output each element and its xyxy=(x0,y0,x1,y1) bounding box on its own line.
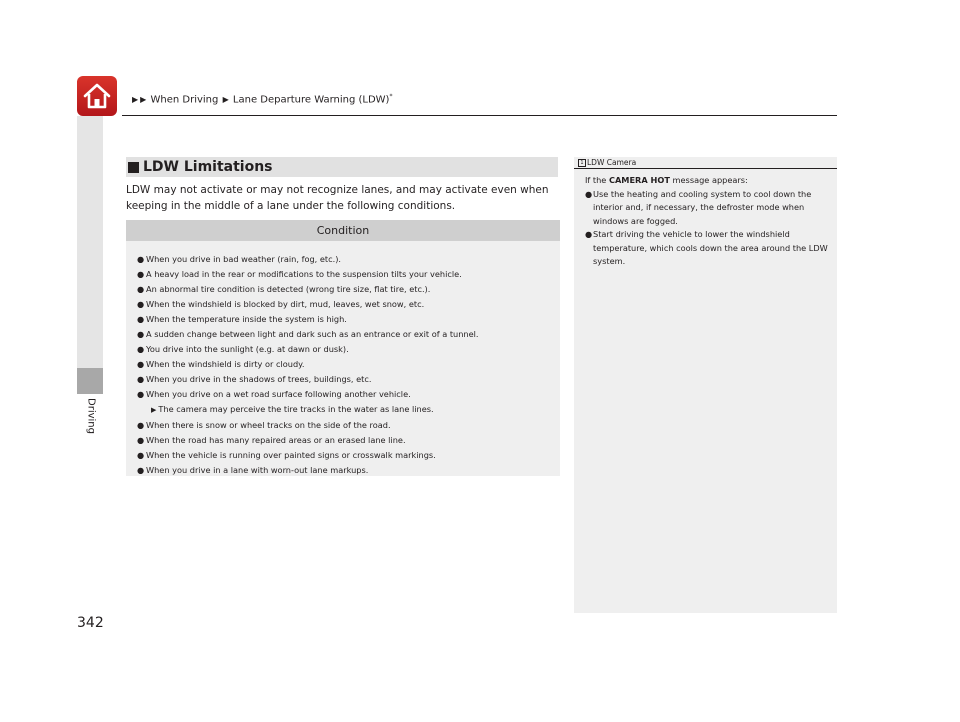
list-item: ● When there is snow or wheel tracks on the side of the road. xyxy=(137,418,560,433)
list-item: ● When the windshield is dirty or cloudy. xyxy=(137,357,560,372)
list-item: ● When the road has many repaired areas or an erased lane line. xyxy=(137,433,560,448)
list-item: ● When you drive on a wet road surface following another vehicle. xyxy=(137,387,560,402)
side-note-divider xyxy=(574,168,837,169)
condition-list xyxy=(126,241,560,478)
list-item: ● An abnormal tire condition is detected (wrong tire size, flat tire, etc.). xyxy=(137,282,560,297)
list-item: ● You drive into the sunlight (e.g. at dawn or dusk). xyxy=(137,342,560,357)
bullet-icon: ● xyxy=(137,329,145,339)
optional-marker: * xyxy=(389,93,393,100)
arrow-right-icon: ▶ xyxy=(132,95,139,105)
arrow-right-icon: ▶ xyxy=(222,95,229,105)
list-item: ● When you drive in bad weather (rain, fog, etc.). xyxy=(137,252,560,267)
arrow-right-icon: ▶ xyxy=(140,95,147,105)
bullet-icon: ● xyxy=(137,435,145,445)
bullet-icon: ● xyxy=(137,389,145,399)
bullet-icon: ● xyxy=(137,450,145,460)
bullet-icon: ● xyxy=(137,269,145,279)
list-item: ● When you drive in a lane with worn-out lane markups. xyxy=(137,463,560,478)
arrow-right-icon: ▶ xyxy=(151,406,157,414)
list-sub-note: ▶ The camera may perceive the tire tracks in the water as lane lines. xyxy=(151,404,434,414)
home-button[interactable] xyxy=(77,76,117,116)
side-note-title: 1 LDW Camera xyxy=(578,158,636,167)
square-bullet-icon xyxy=(128,162,139,173)
side-note-panel xyxy=(574,157,837,613)
side-note-body xyxy=(585,174,830,269)
side-tab-background xyxy=(77,116,103,368)
breadcrumb xyxy=(131,93,392,105)
bullet-icon: ● xyxy=(585,229,593,239)
bullet-icon: ● xyxy=(585,188,593,199)
list-item: ● Use the heating and cooling system to cool down the interior and, if necessary, the defroster mode when windows are fogged. xyxy=(585,188,830,229)
condition-table xyxy=(126,220,560,476)
header-divider xyxy=(122,115,837,116)
home-icon xyxy=(82,82,112,110)
bullet-icon: ● xyxy=(137,314,145,324)
list-item: ● When you drive in the shadows of trees, buildings, etc. xyxy=(137,372,560,387)
side-note-intro: If the CAMERA HOT message appears: xyxy=(585,175,748,185)
list-item: ● Start driving the vehicle to lower the windshield temperature, which cools down the area around the LDW system. xyxy=(585,228,830,269)
page-number: 342 xyxy=(77,615,104,631)
condition-table-header: Condition xyxy=(126,220,560,241)
list-item: ● When the vehicle is running over painted signs or crosswalk markings. xyxy=(137,448,560,463)
bullet-icon: ● xyxy=(137,465,145,475)
bullet-icon: ● xyxy=(137,284,145,294)
section-heading xyxy=(126,157,558,177)
side-tab-active[interactable] xyxy=(77,368,103,394)
note-marker-icon: 1 xyxy=(578,159,586,167)
side-tab-label: Driving xyxy=(85,398,97,434)
section-heading-text: LDW Limitations xyxy=(143,159,273,175)
bullet-icon: ● xyxy=(137,254,145,264)
bullet-icon: ● xyxy=(137,359,145,369)
breadcrumb-item-when-driving[interactable]: When Driving xyxy=(150,94,219,106)
camera-hot-message: CAMERA HOT xyxy=(608,175,670,185)
bullet-icon: ● xyxy=(137,299,145,309)
list-item: ● A heavy load in the rear or modifications to the suspension tilts your vehicle. xyxy=(137,267,560,282)
list-item: ● A sudden change between light and dark such as an entrance or exit of a tunnel. xyxy=(137,327,560,342)
intro-paragraph: LDW may not activate or may not recognize lanes, and may activate even when keeping in the middle of a lane under the following conditions. xyxy=(126,184,549,212)
bullet-icon: ● xyxy=(137,420,145,430)
bullet-icon: ● xyxy=(137,344,145,354)
bullet-icon: ● xyxy=(137,374,145,384)
list-item: ● When the windshield is blocked by dirt, mud, leaves, wet snow, etc. xyxy=(137,297,560,312)
list-item: ● When the temperature inside the system is high. xyxy=(137,312,560,327)
breadcrumb-item-ldw[interactable]: Lane Departure Warning (LDW) xyxy=(232,94,390,106)
